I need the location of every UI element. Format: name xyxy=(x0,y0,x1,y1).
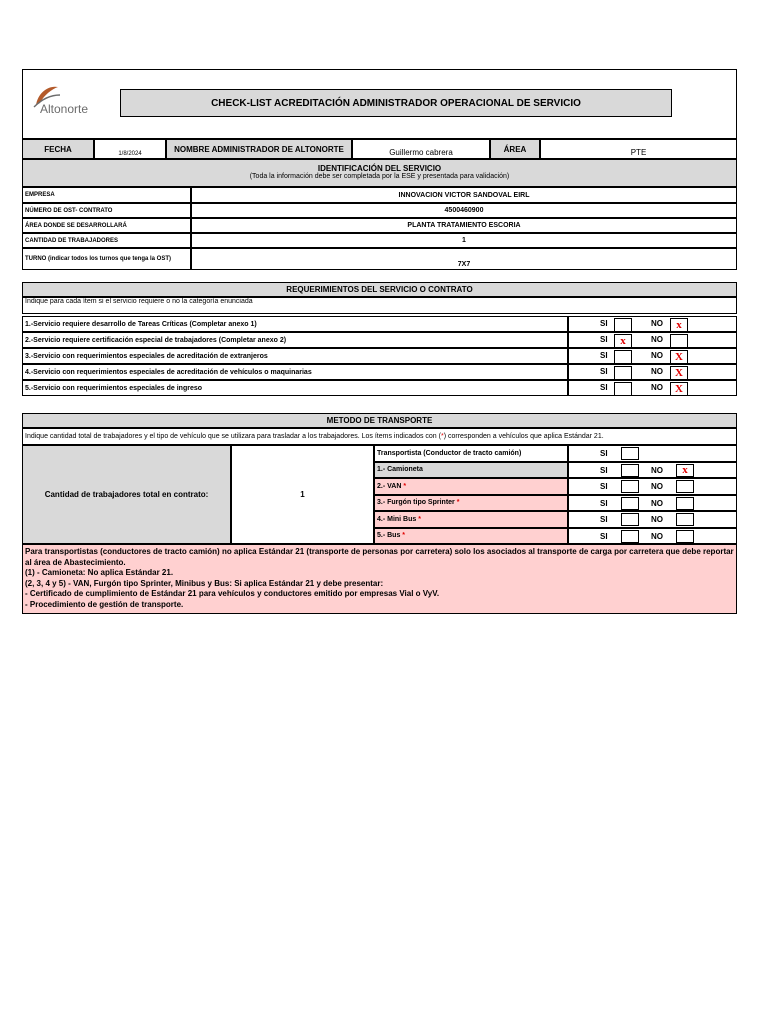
area-value-text: PTE xyxy=(630,148,647,157)
requirement-label: 2.-Servicio requiere certificación especial de trabajadores (Completar anexo 2) xyxy=(22,332,568,348)
transporte-instruction xyxy=(22,428,737,445)
si-checkbox[interactable] xyxy=(621,464,639,477)
vehicle-name: 1.- Camioneta xyxy=(377,466,423,474)
note-line: - Procedimiento de gestión de transporte. xyxy=(25,599,184,609)
si-checkbox[interactable] xyxy=(621,497,639,510)
vehicle-name: Transportista (Conductor de tracto camión) xyxy=(377,449,522,457)
admin-value xyxy=(352,139,490,159)
transporte-instruction-before: Indique cantidad total de trabajadores y el tipo de vehículo que se utilizara para trasladar a los trabajadores. Los ítems indicados con ( xyxy=(25,433,441,440)
ident-value: 7X7 xyxy=(191,248,737,270)
no-label: NO xyxy=(651,465,663,475)
vehicle-label xyxy=(374,511,568,528)
no-checkbox[interactable] xyxy=(676,530,694,543)
vehicle-star: * xyxy=(403,482,407,490)
ident-value: 1 xyxy=(191,233,737,248)
ident-label: ÁREA DONDE SE DESARROLLARÁ xyxy=(22,218,191,233)
vehicle-label xyxy=(374,528,568,545)
fecha-label: FECHA xyxy=(22,139,94,159)
ident-label: TURNO (indicar todos los turnos que tenga la OST) xyxy=(22,248,191,270)
vehicle-name: 4.- Mini Bus xyxy=(377,515,417,523)
vehicle-star: * xyxy=(402,532,406,540)
vehicle-answer-cell xyxy=(568,445,737,462)
vehicle-star: * xyxy=(418,515,421,523)
vehicle-label xyxy=(374,495,568,512)
admin-label: NOMBRE ADMINISTRADOR DE ALTONORTE xyxy=(166,139,352,159)
fecha-value xyxy=(94,139,166,159)
ident-value: PLANTA TRATAMIENTO ESCORIA xyxy=(191,218,737,233)
si-checkbox[interactable] xyxy=(621,447,639,460)
admin-value-text: Guillermo cabrera xyxy=(389,148,453,157)
si-checkbox[interactable] xyxy=(614,318,632,332)
no-checkbox[interactable] xyxy=(676,513,694,526)
si-checkbox[interactable]: x xyxy=(614,334,632,348)
area-value xyxy=(540,139,737,159)
ident-label: NÚMERO DE OST- CONTRATO xyxy=(22,203,191,218)
fecha-value-text: 1/8/2024 xyxy=(118,151,142,157)
cantidad-label: Cantidad de trabajadores total en contrato: xyxy=(22,445,231,544)
no-checkbox[interactable]: X xyxy=(670,350,688,364)
vehicle-label xyxy=(374,462,568,479)
logo-text: Altonorte xyxy=(40,102,89,116)
requirement-label: 1.-Servicio requiere desarrollo de Tareas Críticas (Completar anexo 1) xyxy=(22,316,568,332)
transporte-instruction-after: ) corresponden a vehículos que aplica Estándar 21. xyxy=(443,433,604,440)
si-checkbox[interactable] xyxy=(621,513,639,526)
company-logo xyxy=(28,83,114,117)
note-line: (1) - Camioneta: No aplica Estándar 21. xyxy=(25,568,174,577)
si-checkbox[interactable] xyxy=(621,480,639,493)
note-line: - Certificado de cumplimiento de Estándar 21 para vehículos y conductores emitido por empresas Vial o VyV. xyxy=(25,589,440,598)
identificacion-title: IDENTIFICACIÓN DEL SERVICIO xyxy=(317,164,442,173)
no-checkbox[interactable]: X xyxy=(670,366,688,380)
notes-list xyxy=(25,547,734,610)
vehicle-name: 3.- Furgón tipo Sprinter xyxy=(377,499,455,507)
cantidad-value: 1 xyxy=(231,445,374,544)
ident-label: CANTIDAD DE TRABAJADORES xyxy=(22,233,191,248)
no-checkbox[interactable]: X xyxy=(670,382,688,396)
no-label: NO xyxy=(651,335,663,344)
page-title: CHECK-LIST ACREDITACIÓN ADMINISTRADOR OPERACIONAL DE SERVICIO xyxy=(120,89,672,117)
requirement-label: 3.-Servicio con requerimientos especiales de acreditación de extranjeros xyxy=(22,348,568,364)
si-label: SI xyxy=(600,498,608,508)
note-line: Para transportistas (conductores de tracto camión) no aplica Estándar 21 (transporte de personas por carretera) solo los asociados al transporte de carga por carretera que debe reportar al área de Abastecimiento. xyxy=(25,547,734,567)
requirement-label: 4.-Servicio con requerimientos especiales de acreditación de vehículos o maquinarias xyxy=(22,364,568,380)
si-label: SI xyxy=(600,319,608,328)
si-label: SI xyxy=(600,482,608,491)
si-label: SI xyxy=(600,515,608,524)
no-checkbox[interactable]: x xyxy=(670,318,688,332)
ident-value: 4500460900 xyxy=(191,203,737,218)
no-label: NO xyxy=(651,498,663,508)
vehicle-label xyxy=(374,445,568,462)
si-label: SI xyxy=(600,351,608,360)
note-line: (2, 3, 4 y 5) - VAN, Furgón tipo Sprinter, Minibus y Bus: Si aplica Estándar 21 y debe presentar: xyxy=(25,578,384,588)
vehicle-label xyxy=(374,478,568,495)
no-label: NO xyxy=(651,367,663,376)
no-label: NO xyxy=(651,383,663,392)
si-label: SI xyxy=(600,449,608,458)
identificacion-header xyxy=(22,159,737,187)
transporte-notes xyxy=(22,544,737,614)
si-checkbox[interactable] xyxy=(614,382,632,396)
si-checkbox[interactable] xyxy=(614,366,632,380)
no-label: NO xyxy=(651,319,663,328)
transporte-title: METODO DE TRANSPORTE xyxy=(22,413,737,428)
instruction-star: * xyxy=(440,433,444,440)
requerimientos-instruction: Indique para cada ítem si el servicio requiere o no la categoría enunciada xyxy=(22,297,737,314)
identificacion-subtitle: (Toda la información debe ser completada por la ESE y presentada para validación) xyxy=(249,173,510,180)
no-label: NO xyxy=(651,351,663,360)
requerimientos-title: REQUERIMIENTOS DEL SERVICIO O CONTRATO xyxy=(22,282,737,297)
vehicle-star: * xyxy=(456,499,460,507)
no-checkbox[interactable] xyxy=(670,334,688,348)
si-checkbox[interactable] xyxy=(614,350,632,364)
si-checkbox[interactable] xyxy=(621,530,639,543)
no-checkbox[interactable] xyxy=(676,497,694,510)
si-label: SI xyxy=(600,335,608,344)
si-label: SI xyxy=(600,367,608,376)
no-checkbox[interactable] xyxy=(676,480,694,493)
si-label: SI xyxy=(600,465,608,475)
vehicle-name: 2.- VAN xyxy=(377,482,402,490)
ident-label: EMPRESA xyxy=(22,187,191,203)
ident-value: INNOVACION VICTOR SANDOVAL EIRL xyxy=(191,187,737,203)
no-label: NO xyxy=(651,515,663,524)
no-checkbox[interactable]: x xyxy=(676,464,694,477)
area-label: ÁREA xyxy=(490,139,540,159)
si-label: SI xyxy=(600,383,608,392)
si-label: SI xyxy=(600,531,608,541)
no-label: NO xyxy=(651,531,663,541)
no-label: NO xyxy=(651,482,663,491)
vehicle-name: 5.- Bus xyxy=(377,532,401,540)
requirement-label: 5.-Servicio con requerimientos especiales de ingreso xyxy=(22,380,568,396)
